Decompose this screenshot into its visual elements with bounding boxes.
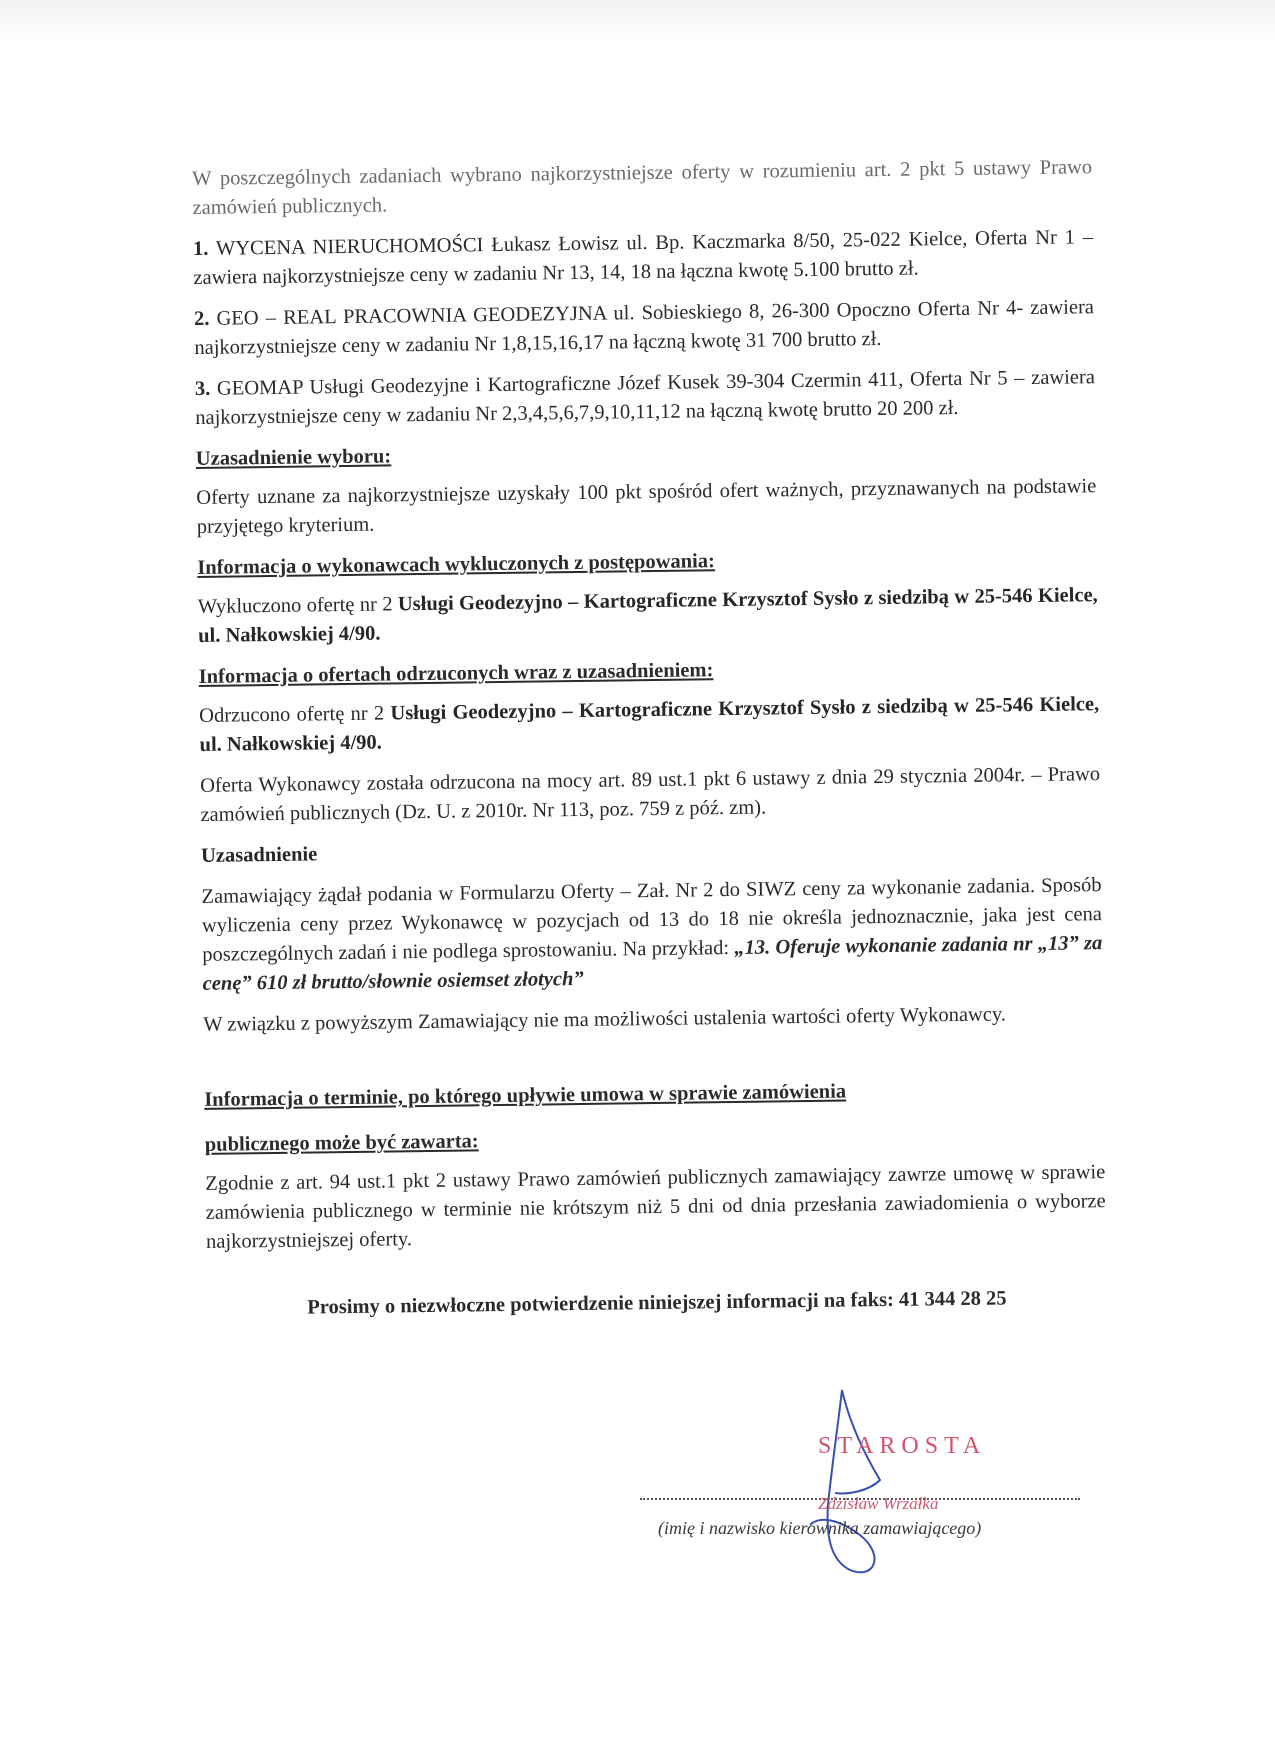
signatory-name: Zdzisław Wrzałka bbox=[818, 1494, 939, 1513]
document-body bbox=[192, 153, 1107, 1324]
reasoning-text bbox=[201, 871, 1102, 999]
intro-paragraph: W poszczególnych zadaniach wybrano najkorzystniejsze oferty w rozumieniu art. 2 pkt 5 ustawy Prawo zamówień publicznych. bbox=[192, 156, 1093, 219]
offer-item-3 bbox=[195, 363, 1096, 433]
excluded-lead: Wykluczono ofertę nr 2 bbox=[197, 593, 393, 618]
excluded-heading: Informacja o wykonawcach wykluczonych z postępowania: bbox=[197, 550, 715, 579]
offer-text: GEO – REAL PRACOWNIA GEODEZYJNA ul. Sobieskiego 8, 26-300 Opoczno Oferta Nr 4- zawiera najkorzystniejsze ceny w zadaniu Nr 1,8,15,16,17 na łączną kwotę 31 700 brutto zł. bbox=[194, 296, 1095, 359]
rejected-basis: Oferta Wykonawcy została odrzucona na mocy art. 89 ust.1 pkt 6 ustawy z dnia 29 stycznia 2004r. – Prawo zamówień publicznych (Dz. U. z 2010r. Nr 113, poz. 759 z póź. zm). bbox=[199, 763, 1101, 826]
excluded-text bbox=[198, 581, 1099, 651]
offer-item-2 bbox=[194, 293, 1095, 363]
signature-block bbox=[640, 1395, 1110, 1595]
term-heading-line-1: Informacja o terminie, po którego upływie umowa w sprawie zamówienia bbox=[204, 1080, 847, 1111]
reasoning-example: „13. Oferuje wykonanie zadania nr „13” za cenę” 610 zł brutto/słownie osiemset złotych” bbox=[202, 932, 1103, 995]
rejected-lead: Odrzucono ofertę nr 2 bbox=[199, 702, 385, 727]
rejected-text bbox=[199, 690, 1100, 760]
handwritten-signature bbox=[780, 1385, 900, 1585]
excluded-contractor: Usługi Geodezyjno – Kartograficzne Krzysztof Sysło z siedzibą w 25-546 Kielce, ul. Nałkowskiej 4/90. bbox=[198, 584, 1098, 647]
reasoning-body: Zamawiający żądał podania w Formularzu Oferty – Zał. Nr 2 do SIWZ ceny za wykonanie zadania. Sposób wyliczenia ceny przez Wykonawcę w pozycjach od 13 do 18 nie określa jednoznacznie, jaka jest cena poszczególnych zadań i nie podlega sprostowaniu. Na przykład: bbox=[201, 874, 1103, 966]
term-text: Zgodnie z art. 94 ust.1 pkt 2 ustawy Prawo zamówień publicznych zamawiający zawrze umowę w sprawie zamówienia publicznego w terminie nie krótszym niż 5 dni od dnia przesłania zawiadomienia o wyborze najkorzystniejszej oferty. bbox=[205, 1161, 1106, 1253]
reasoning-heading: Uzasadnienie bbox=[200, 843, 318, 867]
justification-heading: Uzasadnienie wyboru: bbox=[195, 445, 392, 470]
justification-text: Oferty uznane za najkorzystniejsze uzyskały 100 pkt spośród ofert ważnych, przyznawanych na podstawie przyjętego kryterium. bbox=[196, 475, 1097, 538]
fax-confirmation-request: Prosimy o niezwłoczne potwierdzenie niniejszej informacji na faks: 41 344 28 25 bbox=[307, 1287, 1007, 1319]
offer-item-1 bbox=[193, 223, 1094, 293]
signature-caption: (imię i nazwisko kierownika zamawiającego) bbox=[658, 1518, 982, 1538]
reasoning-conclusion: W związku z powyższym Zamawiający nie ma możliwości ustalenia wartości oferty Wykonawcy. bbox=[203, 1003, 1007, 1036]
offer-text: GEOMAP Usługi Geodezyjne i Kartograficzne Józef Kusek 39-304 Czermin 411, Oferta Nr 5 – zawiera najkorzystniejsze ceny w zadaniu Nr 2,3,4,5,6,7,9,10,11,12 na łączną kwotę brutto 20 200 zł. bbox=[195, 366, 1096, 429]
rejected-contractor: Usługi Geodezyjno – Kartograficzne Krzysztof Sysło z siedzibą w 25-546 Kielce, ul. Nałkowskiej 4/90. bbox=[199, 693, 1100, 756]
term-heading-line-2: publicznego może być zawarta: bbox=[204, 1130, 479, 1156]
offer-number: 3. bbox=[194, 377, 211, 400]
offer-number: 2. bbox=[193, 307, 210, 330]
offer-text: WYCENA NIERUCHOMOŚCI Łukasz Łowisz ul. Bp. Kaczmarka 8/50, 25-022 Kielce, Oferta Nr 1 – zawiera najkorzystniejsze ceny w zadaniu Nr 13, 14, 18 na łączna kwotę 5.100 brutto zł. bbox=[193, 226, 1094, 289]
starosta-stamp: STAROSTA bbox=[818, 1433, 987, 1459]
rejected-heading: Informacja o ofertach odrzuconych wraz z uzasadnieniem: bbox=[198, 659, 714, 688]
offer-number: 1. bbox=[192, 237, 209, 260]
